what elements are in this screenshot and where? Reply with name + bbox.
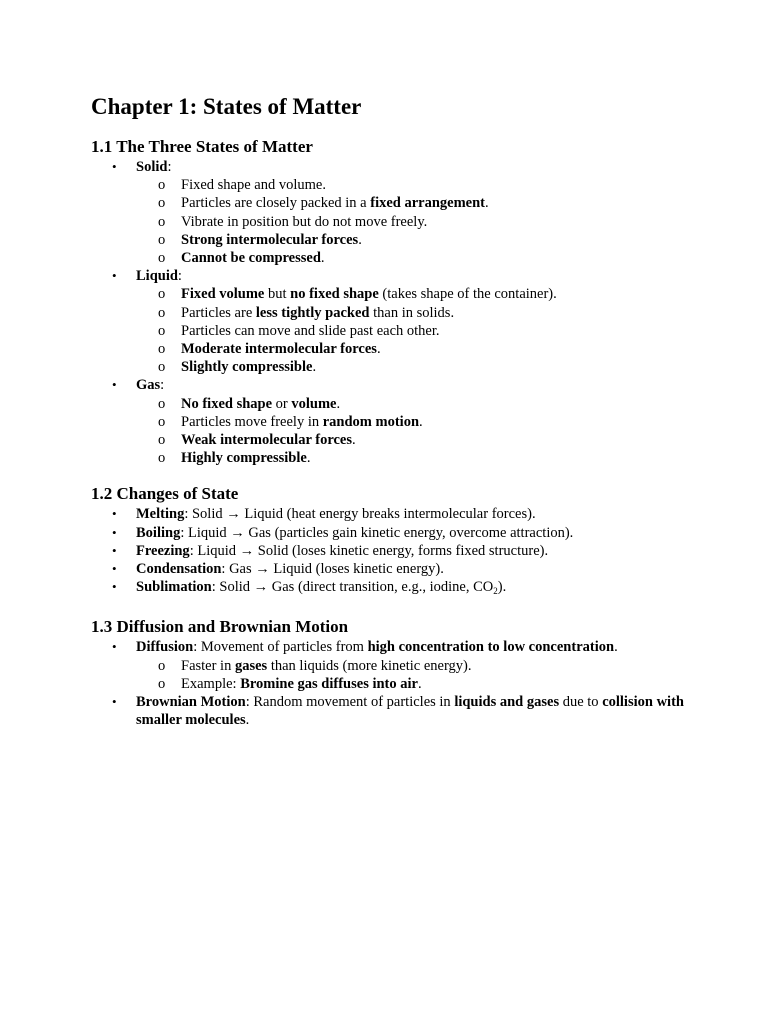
list-item: o Faster in gases than liquids (more kinetic energy). <box>158 657 472 674</box>
list-item: o No fixed shape or volume. <box>158 395 341 412</box>
bullet-icon: • <box>112 377 117 393</box>
term-liquid: Liquid <box>136 268 178 285</box>
bullet-icon: • <box>112 506 117 522</box>
subscript: 2 <box>493 586 498 597</box>
list-item: o Weak intermolecular forces. <box>158 432 356 449</box>
list-item-liquid: • Liquid: o Fixed volume but no fixed shape (takes shape of the container). o Particles are less tightly packed than in solids. o Particles can move and slide past each other. o Moderate intermolecular forces. o Slightly compressible. <box>91 267 691 376</box>
list-item: • Melting: Solid → Liquid (heat energy breaks intermolecular forces). <box>112 506 536 523</box>
list-item: o Particles can move and slide past each other. <box>158 322 440 339</box>
sub-bullet-icon: o <box>158 432 166 449</box>
sub-bullet-icon: o <box>158 213 166 230</box>
sub-bullet-icon: o <box>158 657 166 674</box>
list-item: o Particles move freely in random motion. <box>158 413 423 430</box>
list-item: • Sublimation: Solid → Gas (direct transition, e.g., iodine, $CO_2$). <box>112 579 507 597</box>
solid-sublist <box>136 176 691 267</box>
sub-bullet-icon: o <box>158 395 166 412</box>
list-item-diffusion: • Diffusion: Movement of particles from high concentration to low concentration. o Faster in gases than liquids (more kinetic energy). o Example: Bromine gas diffuses into air. <box>91 638 691 693</box>
sub-bullet-icon: o <box>158 231 166 248</box>
bullet-icon: • <box>112 542 117 558</box>
sub-bullet-icon: o <box>158 250 166 267</box>
diffusion-list <box>91 638 691 729</box>
sub-bullet-icon: o <box>158 195 166 212</box>
sub-bullet-icon: o <box>158 413 166 430</box>
list-item: o Particles are closely packed in a fixed arrangement. <box>158 195 489 212</box>
bullet-icon: • <box>112 159 117 174</box>
liquid-sublist <box>136 285 691 376</box>
list-item: o Slightly compressible. <box>158 359 317 376</box>
sub-bullet-icon: o <box>158 450 166 467</box>
sub-bullet-icon: o <box>158 304 166 321</box>
term-solid: Solid <box>136 159 168 175</box>
list-item: o Highly compressible. <box>158 450 311 467</box>
diffusion-sublist <box>136 657 691 693</box>
sub-bullet-icon: o <box>158 341 166 358</box>
list-item: o Vibrate in position but do not move freely. <box>158 213 428 230</box>
section-heading-1-1: 1.1 The Three States of Matter <box>91 137 313 156</box>
list-item: o Strong intermolecular forces. <box>158 231 362 248</box>
section-heading-1-2: 1.2 Changes of State <box>91 484 239 504</box>
list-item: o Particles are less tightly packed than in solids. <box>158 304 455 321</box>
list-item-brownian: • Brownian Motion: Random movement of particles in liquids and gases due to collision with smaller molecules. <box>112 694 684 729</box>
list-item: o Fixed shape and volume. <box>158 177 326 194</box>
sub-bullet-icon: o <box>158 286 166 303</box>
states-list <box>91 158 691 467</box>
term-gas: Gas <box>136 377 161 394</box>
bullet-icon: • <box>112 579 117 595</box>
list-item: o Example: Bromine gas diffuses into air. <box>158 675 422 692</box>
chapter-title: Chapter 1: States of Matter <box>91 94 362 119</box>
list-item-solid: • Solid: o Fixed shape and volume. o Particles are closely packed in a fixed arrangement. o Vibrate in position but do not move freely. o Strong intermolecular forces. o Cannot be compressed. <box>91 158 691 267</box>
gas-sublist <box>136 395 691 468</box>
sub-bullet-icon: o <box>158 675 166 692</box>
sub-bullet-icon: o <box>158 359 166 376</box>
bullet-icon: • <box>112 268 117 284</box>
section-heading-1-3: 1.3 Diffusion and Brownian Motion <box>91 617 349 637</box>
bullet-icon: • <box>112 694 117 710</box>
sub-bullet-icon: o <box>158 177 166 194</box>
list-item-gas: • Gas: o No fixed shape or volume. o Particles move freely in random motion. o Weak intermolecular forces. o Highly compressible. <box>91 376 691 467</box>
list-item: o Cannot be compressed. <box>158 250 325 267</box>
list-item: • Boiling: Liquid → Gas (particles gain kinetic energy, overcome attraction). <box>112 524 574 541</box>
document-page <box>91 92 691 729</box>
changes-list <box>91 505 691 600</box>
bullet-icon: • <box>112 561 117 577</box>
bullet-icon: • <box>112 639 117 655</box>
list-item: o Fixed volume but no fixed shape (takes shape of the container). <box>158 286 557 303</box>
list-item: o Moderate intermolecular forces. <box>158 341 381 358</box>
list-item: • Condensation: Gas → Liquid (loses kinetic energy). <box>112 561 444 578</box>
bullet-icon: • <box>112 524 117 540</box>
sub-bullet-icon: o <box>158 322 166 339</box>
list-item: • Freezing: Liquid → Solid (loses kinetic energy, forms fixed structure). <box>112 542 549 559</box>
